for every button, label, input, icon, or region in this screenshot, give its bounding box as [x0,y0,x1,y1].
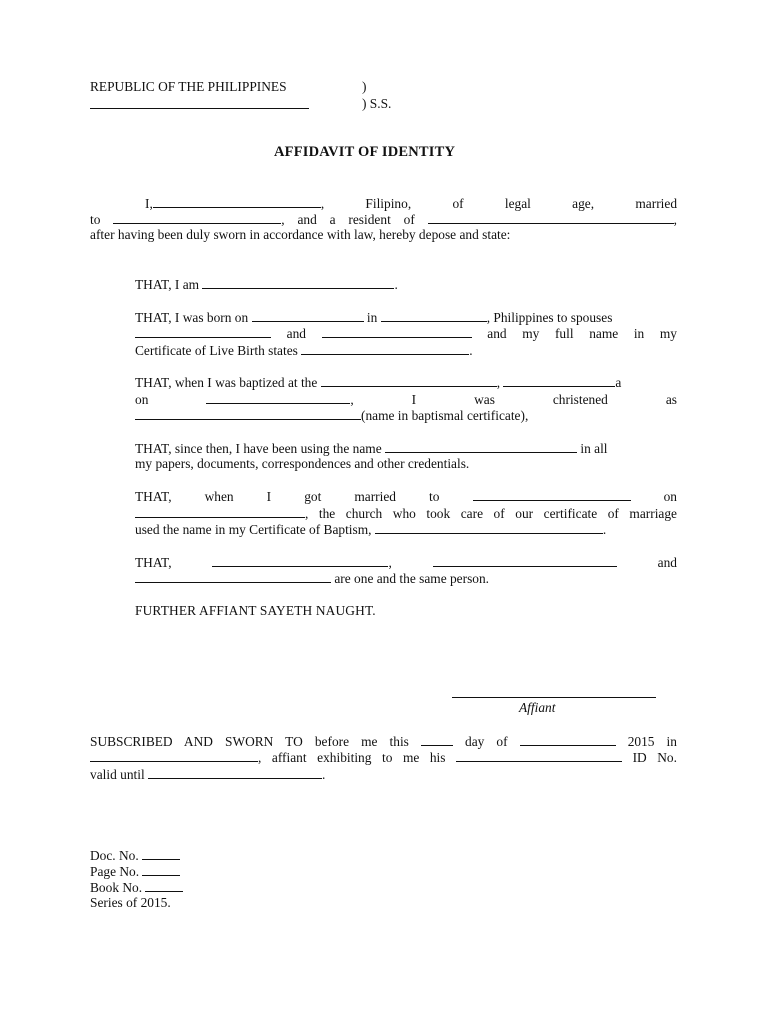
notary-series: Series of 2015. [90,895,171,910]
church-blank[interactable] [321,374,497,387]
intro-to: to [90,212,101,227]
para-2-line-2 [135,325,677,342]
jurat-place-blank[interactable] [90,749,258,762]
jurat-line-2 [90,749,677,766]
jurat-line-1 [90,733,677,750]
p3-on: on [135,392,149,407]
p3-comma: , [496,375,501,390]
mother-name-blank[interactable] [322,325,472,338]
p2-certificate: Certificate of Live Birth states [135,343,298,358]
para-6-line-1 [135,554,677,571]
jurat-exhibiting: , affiant exhibiting to me his [258,750,446,765]
intro-comma: , [673,212,677,227]
intro-filipino: , Filipino, [320,196,412,211]
intro-line-3: after having been duly sworn in accordance with law, hereby depose and state: [90,227,511,242]
para-2-line-1 [135,309,612,326]
intro-of: of [452,196,464,211]
p5-period: . [602,522,607,537]
name-2-blank[interactable] [433,554,617,567]
jurat-year: 2015 in [627,734,677,749]
para-4-line-2: my papers, documents, correspondences and other credentials. [135,456,470,471]
intro-i: I, [145,196,153,211]
p5-church: , the church who took care of our certificate of marriage [305,506,677,521]
header-republic: REPUBLIC OF THE PHILIPPINES [90,79,287,94]
p4-using: THAT, since then, I have been using the name [135,441,382,456]
p6-and: and [657,555,677,570]
p4-in-all: in all [580,441,608,456]
p3-a: a [615,375,622,390]
header-paren: ) [362,79,367,94]
day-blank[interactable] [421,733,453,746]
page-no-blank[interactable] [142,863,180,876]
p3-baptismal-note: (name in baptismal certificate), [361,408,529,423]
para-3-line-3 [135,407,528,424]
month-blank[interactable] [520,733,616,746]
p2-spouses: , Philippines to spouses [486,310,613,325]
doc-no-blank[interactable] [142,847,180,860]
p3-christened: , I was christened as [350,392,677,407]
p5-on: on [663,489,677,504]
residence-blank[interactable] [428,211,674,224]
jurat-id-no: ID No. [632,750,677,765]
book-no-label: Book No. [90,880,143,895]
para-5-line-1 [135,488,677,505]
intro-line-2 [90,211,677,228]
name-3-blank[interactable] [135,570,331,583]
para-6-line-2 [135,570,489,587]
para-1 [135,276,398,293]
p3-baptized: THAT, when I was baptized at the [135,375,318,390]
doc-no-label: Doc. No. [90,848,139,863]
para-7: FURTHER AFFIANT SAYETH NAUGHT. [135,603,376,618]
birth-cert-name-blank[interactable] [301,342,469,355]
spouse-name-blank[interactable] [113,211,281,224]
marriage-date-blank[interactable] [135,505,305,518]
para-3-line-1 [135,374,621,391]
affiant-name-blank[interactable] [153,195,321,208]
jurat-period: . [322,767,326,782]
para-5-line-3 [135,521,606,538]
baptism-date-blank[interactable] [206,391,350,404]
p6-comma: , [388,555,392,570]
venue-blank[interactable] [90,108,309,109]
valid-until-blank[interactable] [148,766,322,779]
church-place-blank[interactable] [503,374,615,387]
affiant-label: Affiant [519,700,556,715]
page-no-label: Page No. [90,864,140,879]
birth-date-blank[interactable] [252,309,364,322]
baptism-cert-name-blank[interactable] [375,521,603,534]
affiant-signature-line[interactable] [452,697,656,698]
p1-text: THAT, I am [135,277,200,292]
para-3-line-2 [135,391,677,408]
birth-place-blank[interactable] [381,309,487,322]
p2-fullname: and my full name in my [487,326,677,341]
jurat-line-3 [90,766,325,783]
p2-in: in [366,310,378,325]
id-type-blank[interactable] [456,749,622,762]
intro-age: age, [572,196,595,211]
jurat-sworn: SUBSCRIBED AND SWORN TO before me this [90,734,409,749]
p2-and: and [286,326,306,341]
p5-baptism: used the name in my Certificate of Baptism, [135,522,372,537]
name-used-blank[interactable] [385,440,577,453]
p6-same-person: are one and the same person. [334,571,490,586]
book-no-blank[interactable] [145,879,183,892]
intro-married: married [635,196,678,211]
name-1-blank[interactable] [212,554,388,567]
current-name-blank[interactable] [202,276,394,289]
p2-born: THAT, I was born on [135,310,249,325]
baptismal-name-blank[interactable] [135,407,361,420]
para-5-line-2 [135,505,677,522]
header-ss: ) S.S. [362,96,392,111]
intro-resident: , and a resident of [281,212,415,227]
notary-doc-no [90,847,180,864]
notary-page-no [90,863,180,880]
notary-book-no [90,879,183,896]
p1-period: . [394,277,398,292]
p2-period: . [469,343,473,358]
p6-that: THAT, [135,555,172,570]
para-2-line-3 [135,342,473,359]
p5-married: THAT, when I got married to [135,489,440,504]
para-4-line-1 [135,440,608,457]
married-to-blank[interactable] [473,488,631,501]
intro-legal: legal [504,196,531,211]
jurat-valid-until: valid until [90,767,145,782]
father-name-blank[interactable] [135,325,271,338]
intro-line-1 [90,195,677,212]
jurat-day-of: day of [465,734,508,749]
document-title: AFFIDAVIT OF IDENTITY [274,144,456,160]
